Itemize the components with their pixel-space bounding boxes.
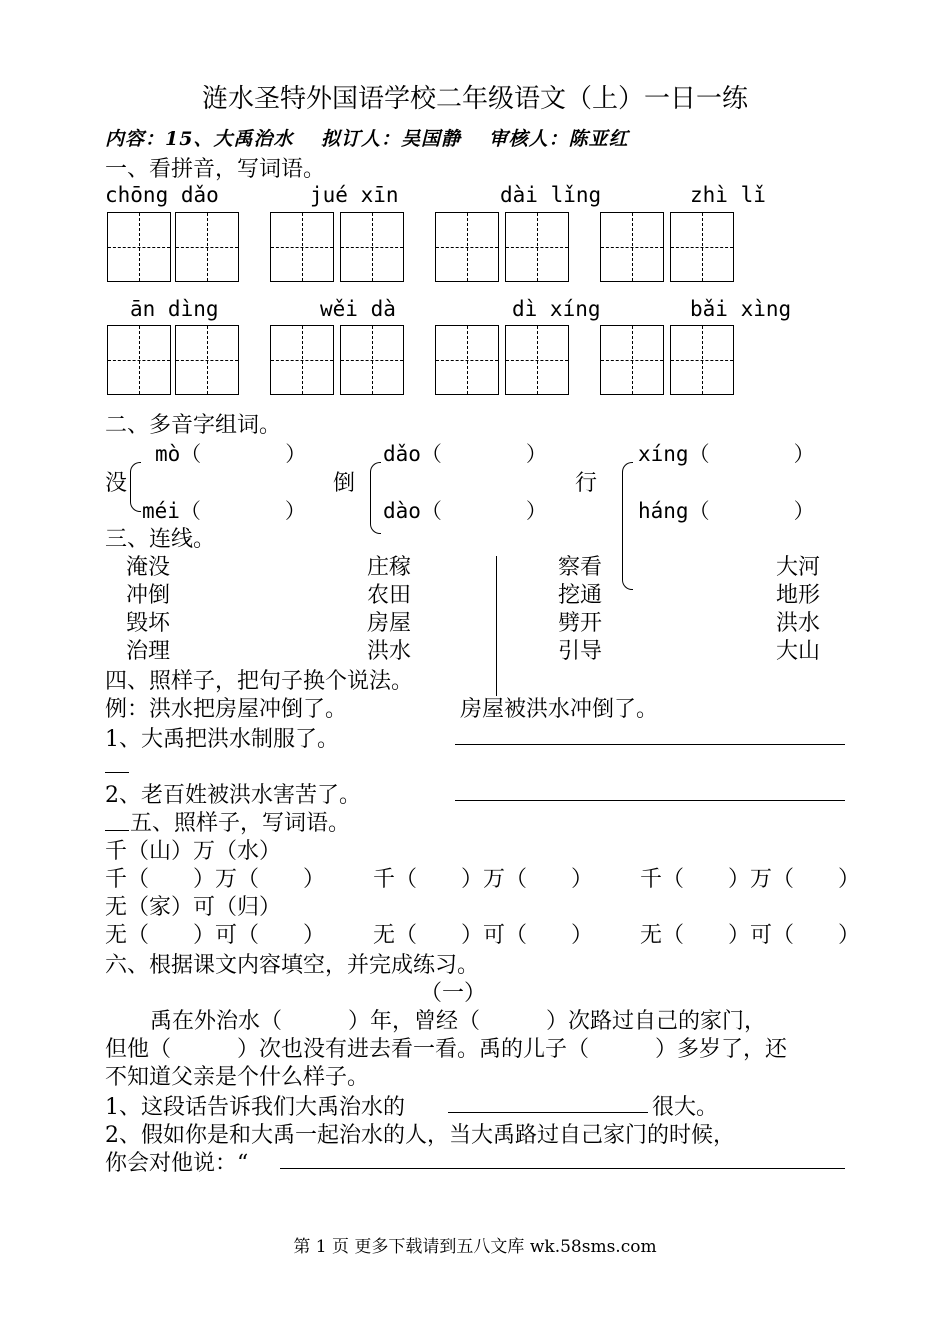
pinyin-2: jué xīn [310,183,399,207]
match-word[interactable]: 大河 [776,555,821,580]
section-4-heading: 四、照样子，把句子换个说法。 [105,669,414,694]
polyphone-top-1: mò（ ） [155,442,307,466]
example-answer: 房屋被洪水冲倒了。 [460,697,659,722]
answer-line[interactable] [448,1112,648,1113]
pinyin-8: bǎi xìng [690,297,792,321]
brace [622,462,633,590]
match-word[interactable]: 房屋 [367,611,412,636]
answer-line[interactable] [455,744,845,745]
word-example-1: 千（山）万（水） [105,839,282,864]
polyphone-top-3: xíng（ ） [638,442,815,466]
word-blank[interactable]: 无（ ）可（ ） [373,923,594,948]
word-blank[interactable]: 千（ ）万（ ） [105,867,326,892]
answer-line[interactable] [455,800,845,801]
writing-box[interactable] [107,212,171,282]
match-word[interactable]: 治理 [126,639,171,664]
match-word[interactable]: 农田 [367,583,412,608]
match-word[interactable]: 挖通 [558,583,603,608]
question-2: 2、老百姓被洪水害苦了。 [105,783,361,808]
writing-box[interactable] [107,325,171,395]
section-6-heading: 六、根据课文内容填空，并完成练习。 [105,953,480,978]
writing-box[interactable] [435,325,499,395]
question-1: 1、这段话告诉我们大禹治水的 [105,1095,405,1120]
match-word[interactable]: 淹没 [126,555,171,580]
writing-box[interactable] [505,325,569,395]
subsection-title: （一） [420,981,487,1006]
question-1-end: 很大。 [652,1095,719,1120]
writing-box[interactable] [270,325,334,395]
word-blank[interactable]: 无（ ）可（ ） [105,923,326,948]
match-word[interactable]: 洪水 [367,639,412,664]
writing-box[interactable] [175,212,239,282]
answer-line[interactable] [105,830,129,831]
match-word[interactable]: 地形 [776,583,821,608]
polyphone-bottom-3: háng（ ） [638,499,815,523]
writing-box[interactable] [505,212,569,282]
word-blank[interactable]: 千（ ）万（ ） [373,867,594,892]
section-1-heading: 一、看拼音，写词语。 [105,157,326,182]
writing-box[interactable] [600,325,664,395]
writing-box[interactable] [175,325,239,395]
word-blank[interactable]: 千（ ）万（ ） [640,867,861,892]
answer-line[interactable] [105,772,129,773]
passage-line: 但他（ ）次也没有进去看一看。禹的儿子（ ）多岁了，还 [105,1037,788,1062]
polyphone-char-3: 行 [575,471,598,496]
section-5-heading: 五、照样子，写词语。 [130,811,351,836]
pinyin-3: dài lǐng [500,183,602,207]
example-sentence: 例：洪水把房屋冲倒了。 [105,697,348,722]
match-word[interactable]: 察看 [558,555,603,580]
brace [130,462,141,512]
word-blank[interactable]: 无（ ）可（ ） [640,923,861,948]
pinyin-7: dì xíng [512,297,601,321]
pinyin-4: zhì lǐ [690,183,766,207]
answer-line[interactable] [280,1168,845,1169]
passage-line: 不知道父亲是个什么样子。 [105,1065,370,1090]
match-word[interactable]: 冲倒 [126,583,171,608]
question-2: 2、假如你是和大禹一起治水的人，当大禹路过自己家门的时候， [105,1123,735,1148]
footer: 第 1 页 更多下载请到五八文库 wk.58sms.com [293,1237,657,1257]
polyphone-top-2: dǎo（ ） [383,442,547,466]
polyphone-char-1: 没 [105,471,128,496]
word-example-2: 无（家）可（归） [105,895,282,920]
passage-line: 禹在外治水（ ）年，曾经（ ）次路过自己的家门， [150,1009,767,1034]
writing-box[interactable] [340,325,404,395]
polyphone-bottom-2: dào（ ） [383,499,547,523]
polyphone-bottom-1: méi（ ） [142,499,306,523]
match-word[interactable]: 引导 [558,639,603,664]
match-word[interactable]: 庄稼 [367,555,412,580]
pinyin-1: chōng dǎo [105,183,219,207]
writing-box[interactable] [435,212,499,282]
section-2-heading: 二、多音字组词。 [105,413,282,438]
page-title: 涟水圣特外国语学校二年级语文（上）一日一练 [201,84,748,114]
meta-line: 内容：15、大禹治水 拟订人：吴国静 审核人：陈亚红 [105,128,629,150]
pinyin-5: ān dìng [130,297,219,321]
brace [370,462,381,534]
match-word[interactable]: 大山 [776,639,821,664]
writing-box[interactable] [340,212,404,282]
writing-box[interactable] [270,212,334,282]
pinyin-6: wěi dà [320,297,396,321]
match-word[interactable]: 毁坏 [126,611,171,636]
question-2-prompt: 你会对他说：“ [105,1151,249,1176]
writing-box[interactable] [670,212,734,282]
section-3-heading: 三、连线。 [105,527,216,552]
writing-box[interactable] [600,212,664,282]
polyphone-char-2: 倒 [333,471,356,496]
match-word[interactable]: 洪水 [776,611,821,636]
match-word[interactable]: 劈开 [558,611,603,636]
divider-line [496,556,497,696]
writing-box[interactable] [670,325,734,395]
question-1: 1、大禹把洪水制服了。 [105,727,339,752]
